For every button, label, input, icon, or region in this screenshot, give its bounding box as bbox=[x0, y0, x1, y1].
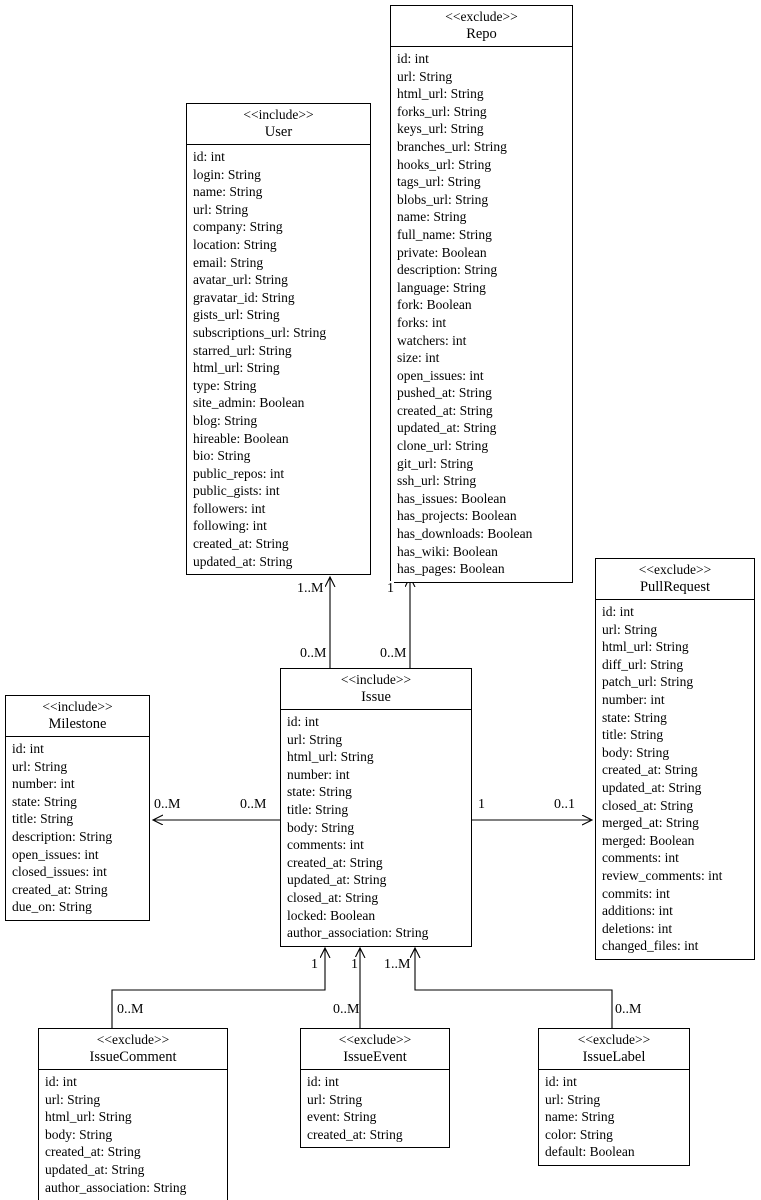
class-attribute: type: String bbox=[193, 377, 257, 393]
class-attribute: url: String bbox=[193, 201, 249, 217]
class-attribute: html_url: String bbox=[602, 639, 689, 655]
class-attribute: name: String bbox=[193, 184, 263, 200]
class-attribute: updated_at: String bbox=[602, 779, 702, 795]
class-issue-header bbox=[281, 669, 471, 710]
class-pullrequest-stereotype: <<exclude>> bbox=[638, 562, 712, 577]
multiplicity-issuecomment-at-issue: 1 bbox=[311, 957, 318, 972]
class-attribute: merged: Boolean bbox=[602, 832, 695, 848]
class-attribute: event: String bbox=[307, 1109, 377, 1125]
class-issuelabel-name: IssueLabel bbox=[582, 1049, 646, 1065]
multiplicity-issue-repo-at-repo: 1 bbox=[387, 581, 394, 596]
class-issuelabel bbox=[538, 1028, 690, 1166]
class-issueevent-header bbox=[301, 1029, 449, 1070]
class-milestone-attributes bbox=[6, 737, 149, 920]
class-attribute: id: int bbox=[602, 604, 634, 619]
class-attribute: state: String bbox=[287, 784, 352, 800]
multiplicity-issue-milestone-at-issue: 0..M bbox=[240, 797, 267, 812]
class-attribute: open_issues: int bbox=[12, 846, 99, 862]
class-attribute: clone_url: String bbox=[397, 438, 489, 454]
multiplicity-issue-milestone-at-milestone: 0..M bbox=[154, 797, 181, 812]
multiplicity-issuelabel-at-label: 0..M bbox=[615, 1002, 642, 1017]
class-attribute: html_url: String bbox=[193, 360, 280, 376]
class-attribute: hooks_url: String bbox=[397, 156, 492, 172]
class-attribute: private: Boolean bbox=[397, 244, 487, 260]
multiplicity-issueevent-at-issue: 1 bbox=[351, 957, 358, 972]
class-issuelabel-stereotype: <<exclude>> bbox=[577, 1032, 651, 1047]
class-milestone-header bbox=[6, 696, 149, 737]
class-issueevent bbox=[300, 1028, 450, 1148]
class-attribute: followers: int bbox=[193, 500, 266, 516]
class-attribute: number: int bbox=[12, 776, 75, 792]
class-attribute: url: String bbox=[12, 758, 68, 774]
class-issue-name: Issue bbox=[361, 689, 391, 705]
class-attribute: ssh_url: String bbox=[397, 473, 477, 489]
class-issuelabel-attributes bbox=[539, 1070, 689, 1165]
multiplicity-issueevent-at-event: 0..M bbox=[333, 1002, 360, 1017]
class-attribute: full_name: String bbox=[397, 226, 492, 242]
class-attribute: closed_issues: int bbox=[12, 864, 107, 880]
class-attribute: url: String bbox=[307, 1091, 363, 1107]
class-attribute: url: String bbox=[397, 68, 453, 84]
class-milestone-name: Milestone bbox=[48, 716, 107, 732]
class-attribute: comments: int bbox=[287, 837, 364, 853]
class-attribute: due_on: String bbox=[12, 899, 92, 915]
class-attribute: url: String bbox=[45, 1091, 101, 1107]
class-attribute: git_url: String bbox=[397, 455, 474, 471]
multiplicity-issuecomment-at-comment: 0..M bbox=[117, 1002, 144, 1017]
class-attribute: watchers: int bbox=[397, 332, 467, 348]
class-attribute: id: int bbox=[545, 1074, 577, 1089]
class-attribute: updated_at: String bbox=[397, 420, 497, 436]
class-attribute: site_admin: Boolean bbox=[193, 395, 305, 411]
class-attribute: state: String bbox=[12, 793, 77, 809]
class-attribute: forks_url: String bbox=[397, 103, 487, 119]
class-attribute: id: int bbox=[287, 714, 319, 729]
class-repo-name: Repo bbox=[466, 26, 497, 42]
class-user-name: User bbox=[264, 124, 293, 140]
class-attribute: gravatar_id: String bbox=[193, 289, 295, 305]
class-attribute: created_at: String bbox=[12, 881, 108, 897]
class-attribute: title: String bbox=[287, 801, 349, 817]
class-attribute: number: int bbox=[287, 766, 350, 782]
edge-issuelabel-to-issue bbox=[415, 948, 612, 1028]
class-attribute: additions: int bbox=[602, 903, 673, 919]
class-attribute: location: String bbox=[193, 236, 277, 252]
class-attribute: name: String bbox=[397, 209, 467, 225]
class-attribute: keys_url: String bbox=[397, 121, 484, 137]
class-issuecomment-attributes bbox=[39, 1070, 227, 1200]
class-attribute: size: int bbox=[397, 350, 440, 366]
class-attribute: merged_at: String bbox=[602, 815, 699, 831]
class-attribute: created_at: String bbox=[45, 1144, 141, 1160]
class-attribute: has_wiki: Boolean bbox=[397, 543, 498, 559]
edge-issuecomment-to-issue bbox=[112, 948, 325, 1028]
class-attribute: url: String bbox=[287, 731, 343, 747]
class-attribute: has_downloads: Boolean bbox=[397, 526, 533, 542]
class-attribute: description: String bbox=[397, 262, 498, 278]
multiplicity-issue-pullrequest-at-pullrequest: 0..1 bbox=[554, 797, 575, 812]
class-attribute: closed_at: String bbox=[287, 889, 379, 905]
class-milestone-stereotype: <<include>> bbox=[42, 699, 113, 714]
class-attribute: branches_url: String bbox=[397, 138, 507, 154]
class-attribute: has_issues: Boolean bbox=[397, 490, 507, 506]
class-attribute: subscriptions_url: String bbox=[193, 324, 327, 340]
class-issuecomment-name: IssueComment bbox=[89, 1049, 177, 1065]
class-attribute: blobs_url: String bbox=[397, 191, 489, 207]
class-attribute: id: int bbox=[12, 741, 44, 756]
multiplicity-issue-user-at-issue: 0..M bbox=[300, 646, 327, 661]
class-attribute: author_association: String bbox=[45, 1179, 187, 1195]
multiplicity-issue-repo-at-issue: 0..M bbox=[380, 646, 407, 661]
class-attribute: updated_at: String bbox=[193, 553, 293, 569]
class-attribute: html_url: String bbox=[287, 749, 374, 765]
class-attribute: login: String bbox=[193, 166, 261, 182]
class-attribute: hireable: Boolean bbox=[193, 430, 289, 446]
class-attribute: number: int bbox=[602, 691, 665, 707]
class-attribute: following: int bbox=[193, 518, 267, 534]
class-attribute: created_at: String bbox=[602, 762, 698, 778]
class-attribute: language: String bbox=[397, 279, 486, 295]
class-attribute: forks: int bbox=[397, 314, 447, 330]
class-attribute: public_repos: int bbox=[193, 465, 285, 481]
class-attribute: id: int bbox=[307, 1074, 339, 1089]
class-issue bbox=[280, 668, 472, 947]
class-attribute: title: String bbox=[12, 811, 74, 827]
class-attribute: created_at: String bbox=[307, 1126, 403, 1142]
class-attribute: description: String bbox=[12, 828, 113, 844]
multiplicity-issue-pullrequest-at-issue: 1 bbox=[478, 797, 485, 812]
class-attribute: color: String bbox=[545, 1126, 613, 1142]
class-attribute: updated_at: String bbox=[45, 1161, 145, 1177]
class-repo bbox=[390, 5, 573, 583]
class-attribute: body: String bbox=[45, 1126, 113, 1142]
class-attribute: patch_url: String bbox=[602, 674, 694, 690]
class-attribute: company: String bbox=[193, 219, 283, 235]
class-attribute: updated_at: String bbox=[287, 872, 387, 888]
class-attribute: url: String bbox=[545, 1091, 601, 1107]
class-attribute: commits: int bbox=[602, 885, 670, 901]
class-issueevent-stereotype: <<exclude>> bbox=[338, 1032, 412, 1047]
class-attribute: created_at: String bbox=[397, 402, 493, 418]
class-user-attributes bbox=[187, 145, 370, 574]
class-attribute: closed_at: String bbox=[602, 797, 694, 813]
class-attribute: id: int bbox=[193, 149, 225, 164]
class-user bbox=[186, 103, 371, 575]
class-attribute: url: String bbox=[602, 621, 658, 637]
class-attribute: avatar_url: String bbox=[193, 272, 288, 288]
multiplicity-issuelabel-at-issue: 1..M bbox=[384, 957, 411, 972]
class-attribute: diff_url: String bbox=[602, 656, 684, 672]
class-attribute: html_url: String bbox=[397, 86, 484, 102]
class-attribute: fork: Boolean bbox=[397, 297, 472, 313]
class-attribute: tags_url: String bbox=[397, 174, 481, 190]
class-attribute: blog: String bbox=[193, 412, 258, 428]
class-issuecomment-stereotype: <<exclude>> bbox=[96, 1032, 170, 1047]
class-attribute: public_gists: int bbox=[193, 483, 280, 499]
class-issuecomment bbox=[38, 1028, 228, 1200]
class-pullrequest-header bbox=[596, 559, 754, 600]
class-attribute: email: String bbox=[193, 254, 264, 270]
class-attribute: gists_url: String bbox=[193, 307, 280, 323]
class-attribute: comments: int bbox=[602, 850, 679, 866]
class-attribute: pushed_at: String bbox=[397, 385, 492, 401]
class-pullrequest-name: PullRequest bbox=[639, 579, 711, 595]
class-attribute: created_at: String bbox=[193, 536, 289, 552]
class-attribute: title: String bbox=[602, 727, 664, 743]
class-attribute: review_comments: int bbox=[602, 867, 723, 883]
class-attribute: deletions: int bbox=[602, 920, 673, 936]
class-attribute: locked: Boolean bbox=[287, 907, 376, 923]
class-issuelabel-header bbox=[539, 1029, 689, 1070]
class-attribute: created_at: String bbox=[287, 854, 383, 870]
class-attribute: has_pages: Boolean bbox=[397, 561, 505, 577]
class-attribute: id: int bbox=[45, 1074, 77, 1089]
class-issueevent-attributes bbox=[301, 1070, 449, 1147]
class-repo-header bbox=[391, 6, 572, 47]
class-attribute: default: Boolean bbox=[545, 1144, 635, 1160]
class-issueevent-name: IssueEvent bbox=[343, 1049, 407, 1065]
class-attribute: author_association: String bbox=[287, 925, 429, 941]
class-user-stereotype: <<include>> bbox=[243, 107, 314, 122]
class-attribute: changed_files: int bbox=[602, 938, 699, 954]
class-attribute: state: String bbox=[602, 709, 667, 725]
class-pullrequest bbox=[595, 558, 755, 960]
class-attribute: bio: String bbox=[193, 448, 251, 464]
class-attribute: id: int bbox=[397, 51, 429, 66]
class-attribute: open_issues: int bbox=[397, 367, 484, 383]
class-attribute: body: String bbox=[602, 744, 670, 760]
class-attribute: body: String bbox=[287, 819, 355, 835]
class-user-header bbox=[187, 104, 370, 145]
class-issuecomment-header bbox=[39, 1029, 227, 1070]
class-pullrequest-attributes bbox=[596, 600, 754, 959]
multiplicity-issue-user-at-user: 1..M bbox=[297, 581, 324, 596]
class-repo-stereotype: <<exclude>> bbox=[445, 9, 518, 24]
class-repo-attributes bbox=[391, 47, 572, 582]
class-attribute: name: String bbox=[545, 1109, 615, 1125]
class-issue-attributes bbox=[281, 710, 471, 946]
class-attribute: html_url: String bbox=[45, 1109, 132, 1125]
class-attribute: starred_url: String bbox=[193, 342, 292, 358]
class-issue-stereotype: <<include>> bbox=[340, 672, 412, 687]
class-milestone bbox=[5, 695, 150, 921]
class-attribute: has_projects: Boolean bbox=[397, 508, 517, 524]
